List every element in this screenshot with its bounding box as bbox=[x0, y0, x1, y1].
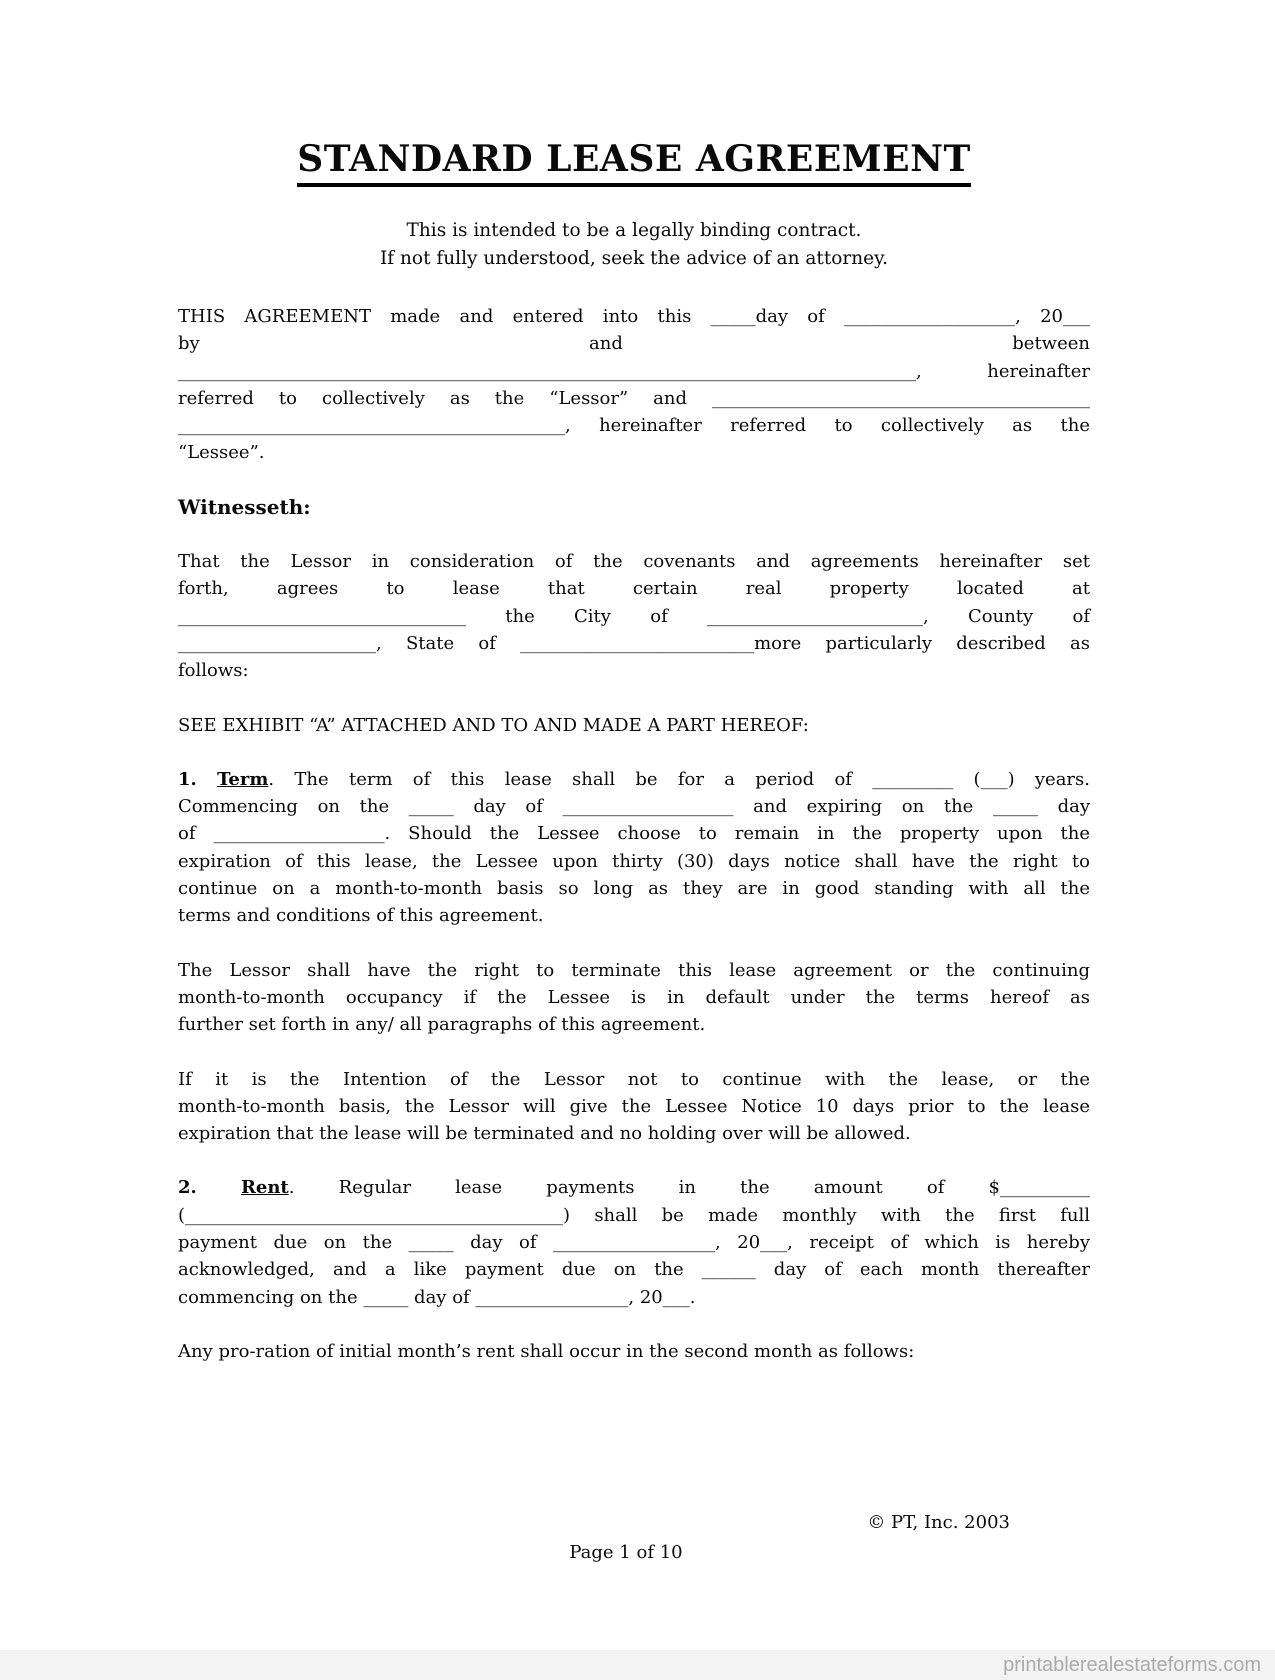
watermark-bar bbox=[0, 1650, 1275, 1680]
text-line: 1. Term. The term of this lease shall be for a period of _________ (___) years. bbox=[178, 768, 1090, 790]
section-heading bbox=[178, 494, 1090, 521]
text-line: Witnesseth: bbox=[178, 494, 311, 519]
text-line: If it is the Intention of the Lessor not to continue with the lease, or the bbox=[178, 1068, 1090, 1090]
text-line: continue on a month-to-month basis so long as they are in good standing with all the bbox=[178, 878, 1090, 900]
document-paragraph bbox=[178, 1338, 1090, 1365]
text-line: forth, agrees to lease that certain real property located at bbox=[178, 578, 1090, 600]
text-line: month-to-month occupancy if the Lessee is in default under the terms hereof as bbox=[178, 986, 1090, 1008]
text-line: acknowledged, and a like payment due on the ______ day of each month thereafter bbox=[178, 1259, 1090, 1281]
document-paragraph bbox=[178, 957, 1090, 1039]
title-wrap bbox=[178, 138, 1090, 187]
text-line: of ___________________. Should the Lessee choose to remain in the property upon the bbox=[178, 823, 1090, 845]
text-line: 2. Rent. Regular lease payments in the amount of $__________ bbox=[178, 1177, 1090, 1199]
text-line: expiration of this lease, the Lessee upon thirty (30) days notice shall have the right to bbox=[178, 850, 1090, 872]
copyright-notice: © PT, Inc. 2003 bbox=[867, 1512, 1010, 1533]
text-line: That the Lessor in consideration of the covenants and agreements hereinafter set bbox=[178, 551, 1090, 573]
document-paragraph bbox=[178, 1174, 1090, 1310]
text-line: referred to collectively as the “Lessor” and __________________________________________ bbox=[178, 387, 1090, 409]
text-line: ___________________________________________, hereinafter referred to collectively as the bbox=[178, 415, 1090, 437]
document-paragraph bbox=[178, 548, 1090, 684]
watermark-text: printablerealestateforms.com bbox=[1003, 1654, 1261, 1676]
document-paragraph bbox=[178, 303, 1090, 467]
text-line: further set forth in any/ all paragraphs of this agreement. bbox=[178, 1014, 706, 1036]
text-line: __________________________________________________________________________________, hereinafter bbox=[178, 360, 1090, 382]
document-content bbox=[178, 0, 1090, 1365]
subtitle-line: If not fully understood, seek the advice of an attorney. bbox=[379, 248, 888, 269]
text-line: Commencing on the _____ day of ___________________ and expiring on the _____ day bbox=[178, 796, 1090, 818]
text-line: month-to-month basis, the Lessor will give the Lessee Notice 10 days prior to the lease bbox=[178, 1095, 1090, 1117]
text-line: terms and conditions of this agreement. bbox=[178, 905, 544, 927]
text-line: Any pro-ration of initial month’s rent shall occur in the second month as follows: bbox=[178, 1340, 915, 1362]
document-paragraph bbox=[178, 1066, 1090, 1148]
text-line: by and between bbox=[178, 333, 1090, 355]
document-paragraph bbox=[178, 712, 1090, 739]
document-paragraph bbox=[178, 766, 1090, 930]
text-line: expiration that the lease will be terminated and no holding over will be allowed. bbox=[178, 1123, 911, 1145]
text-line: ______________________, State of __________________________more particularly described as bbox=[178, 632, 1090, 654]
document-subtitle bbox=[178, 217, 1090, 273]
text-line: The Lessor shall have the right to terminate this lease agreement or the continuing bbox=[178, 959, 1090, 981]
text-line: (__________________________________________) shall be made monthly with the first full bbox=[178, 1204, 1090, 1226]
text-line: SEE EXHIBIT “A” ATTACHED AND TO AND MADE A PART HEREOF: bbox=[178, 714, 809, 736]
page-number: Page 1 of 10 bbox=[569, 1542, 683, 1563]
text-line: “Lessee”. bbox=[178, 442, 265, 464]
subtitle-line: This is intended to be a legally binding contract. bbox=[406, 220, 862, 241]
text-line: THIS AGREEMENT made and entered into this _____day of ___________________, 20___ bbox=[178, 306, 1090, 327]
text-line: payment due on the _____ day of __________________, 20___, receipt of which is hereby bbox=[178, 1232, 1090, 1254]
text-line: ________________________________ the City of ________________________, County of bbox=[178, 605, 1090, 627]
text-line: follows: bbox=[178, 660, 249, 682]
text-line: commencing on the _____ day of _________________, 20___. bbox=[178, 1286, 696, 1308]
document-body bbox=[178, 303, 1090, 1365]
document-title: STANDARD LEASE AGREEMENT bbox=[297, 138, 971, 187]
